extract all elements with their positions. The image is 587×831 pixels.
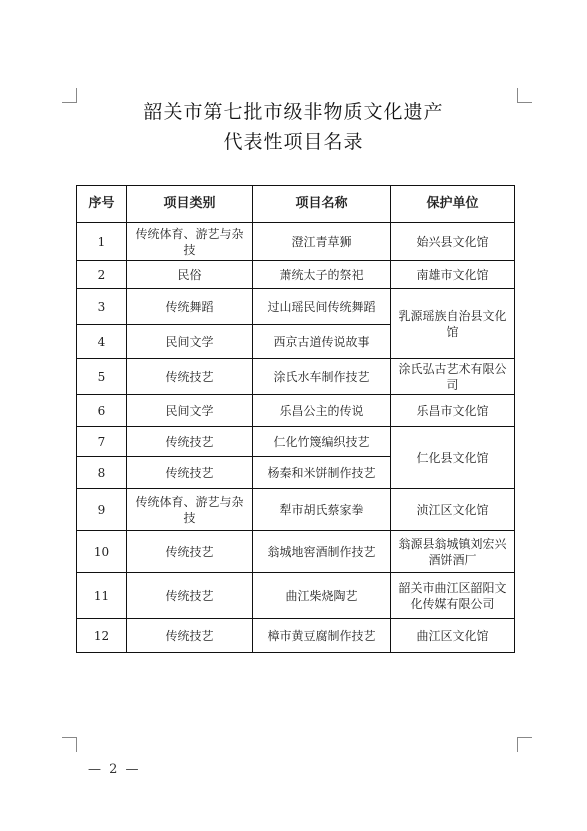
cell-serial: 4 <box>77 325 127 359</box>
cell-project-name: 乐昌公主的传说 <box>253 395 391 427</box>
cell-serial: 2 <box>77 261 127 289</box>
table-row <box>77 573 515 619</box>
heritage-project-table <box>76 185 515 653</box>
table-row <box>77 289 515 325</box>
cell-project-name: 曲江柴烧陶艺 <box>253 573 391 619</box>
cell-project-name: 西京古道传说故事 <box>253 325 391 359</box>
cell-protection-unit: 仁化县文化馆 <box>391 427 515 489</box>
cell-project-name: 仁化竹篾编织技艺 <box>253 427 391 457</box>
cell-project-name: 杨秦和米饼制作技艺 <box>253 457 391 489</box>
cell-category: 传统舞蹈 <box>127 289 253 325</box>
header-protection-unit: 保护单位 <box>391 186 515 223</box>
cell-serial: 8 <box>77 457 127 489</box>
cell-category: 传统体育、游艺与杂技 <box>127 223 253 261</box>
cell-category: 传统技艺 <box>127 427 253 457</box>
cell-category: 传统技艺 <box>127 359 253 395</box>
cell-project-name: 澄江青草狮 <box>253 223 391 261</box>
crop-mark-bottom-right <box>517 737 532 752</box>
cell-category: 传统体育、游艺与杂技 <box>127 489 253 531</box>
cell-category: 传统技艺 <box>127 619 253 653</box>
cell-category: 传统技艺 <box>127 457 253 489</box>
cell-serial: 12 <box>77 619 127 653</box>
cell-project-name: 涂氏水车制作技艺 <box>253 359 391 395</box>
document-title-line-1: 韶关市第七批市级非物质文化遗产 <box>143 101 444 123</box>
page-number: — 2 — <box>88 762 141 777</box>
cell-protection-unit: 韶关市曲江区韶阳文化传媒有限公司 <box>391 573 515 619</box>
cell-category: 民间文学 <box>127 325 253 359</box>
table-row <box>77 223 515 261</box>
cell-category: 民俗 <box>127 261 253 289</box>
cell-serial: 7 <box>77 427 127 457</box>
header-serial: 序号 <box>77 186 127 223</box>
cell-project-name: 犁市胡氏蔡家拳 <box>253 489 391 531</box>
cell-serial: 11 <box>77 573 127 619</box>
table-row <box>77 261 515 289</box>
cell-protection-unit: 翁源县翁城镇刘宏兴酒饼酒厂 <box>391 531 515 573</box>
header-project-name: 项目名称 <box>253 186 391 223</box>
cell-protection-unit: 乐昌市文化馆 <box>391 395 515 427</box>
table-row <box>77 427 515 457</box>
cell-serial: 10 <box>77 531 127 573</box>
cell-serial: 1 <box>77 223 127 261</box>
document-title-line-2: 代表性项目名录 <box>223 131 364 153</box>
table-header-row <box>77 186 515 223</box>
cell-protection-unit: 浈江区文化馆 <box>391 489 515 531</box>
cell-protection-unit: 始兴县文化馆 <box>391 223 515 261</box>
header-category: 项目类别 <box>127 186 253 223</box>
crop-mark-bottom-left <box>62 737 77 752</box>
table-row <box>77 531 515 573</box>
cell-protection-unit: 曲江区文化馆 <box>391 619 515 653</box>
cell-serial: 3 <box>77 289 127 325</box>
cell-project-name: 萧统太子的祭祀 <box>253 261 391 289</box>
cell-protection-unit: 乳源瑶族自治县文化馆 <box>391 289 515 359</box>
table-row <box>77 619 515 653</box>
table-row <box>77 489 515 531</box>
cell-serial: 9 <box>77 489 127 531</box>
cell-category: 传统技艺 <box>127 531 253 573</box>
cell-project-name: 樟市黄豆腐制作技艺 <box>253 619 391 653</box>
table-row <box>77 395 515 427</box>
cell-serial: 5 <box>77 359 127 395</box>
table-row <box>77 359 515 395</box>
cell-protection-unit: 南雄市文化馆 <box>391 261 515 289</box>
cell-serial: 6 <box>77 395 127 427</box>
cell-category: 传统技艺 <box>127 573 253 619</box>
cell-protection-unit: 涂氏弘古艺术有限公司 <box>391 359 515 395</box>
cell-project-name: 过山瑶民间传统舞蹈 <box>253 289 391 325</box>
cell-project-name: 翁城地窖酒制作技艺 <box>253 531 391 573</box>
cell-category: 民间文学 <box>127 395 253 427</box>
